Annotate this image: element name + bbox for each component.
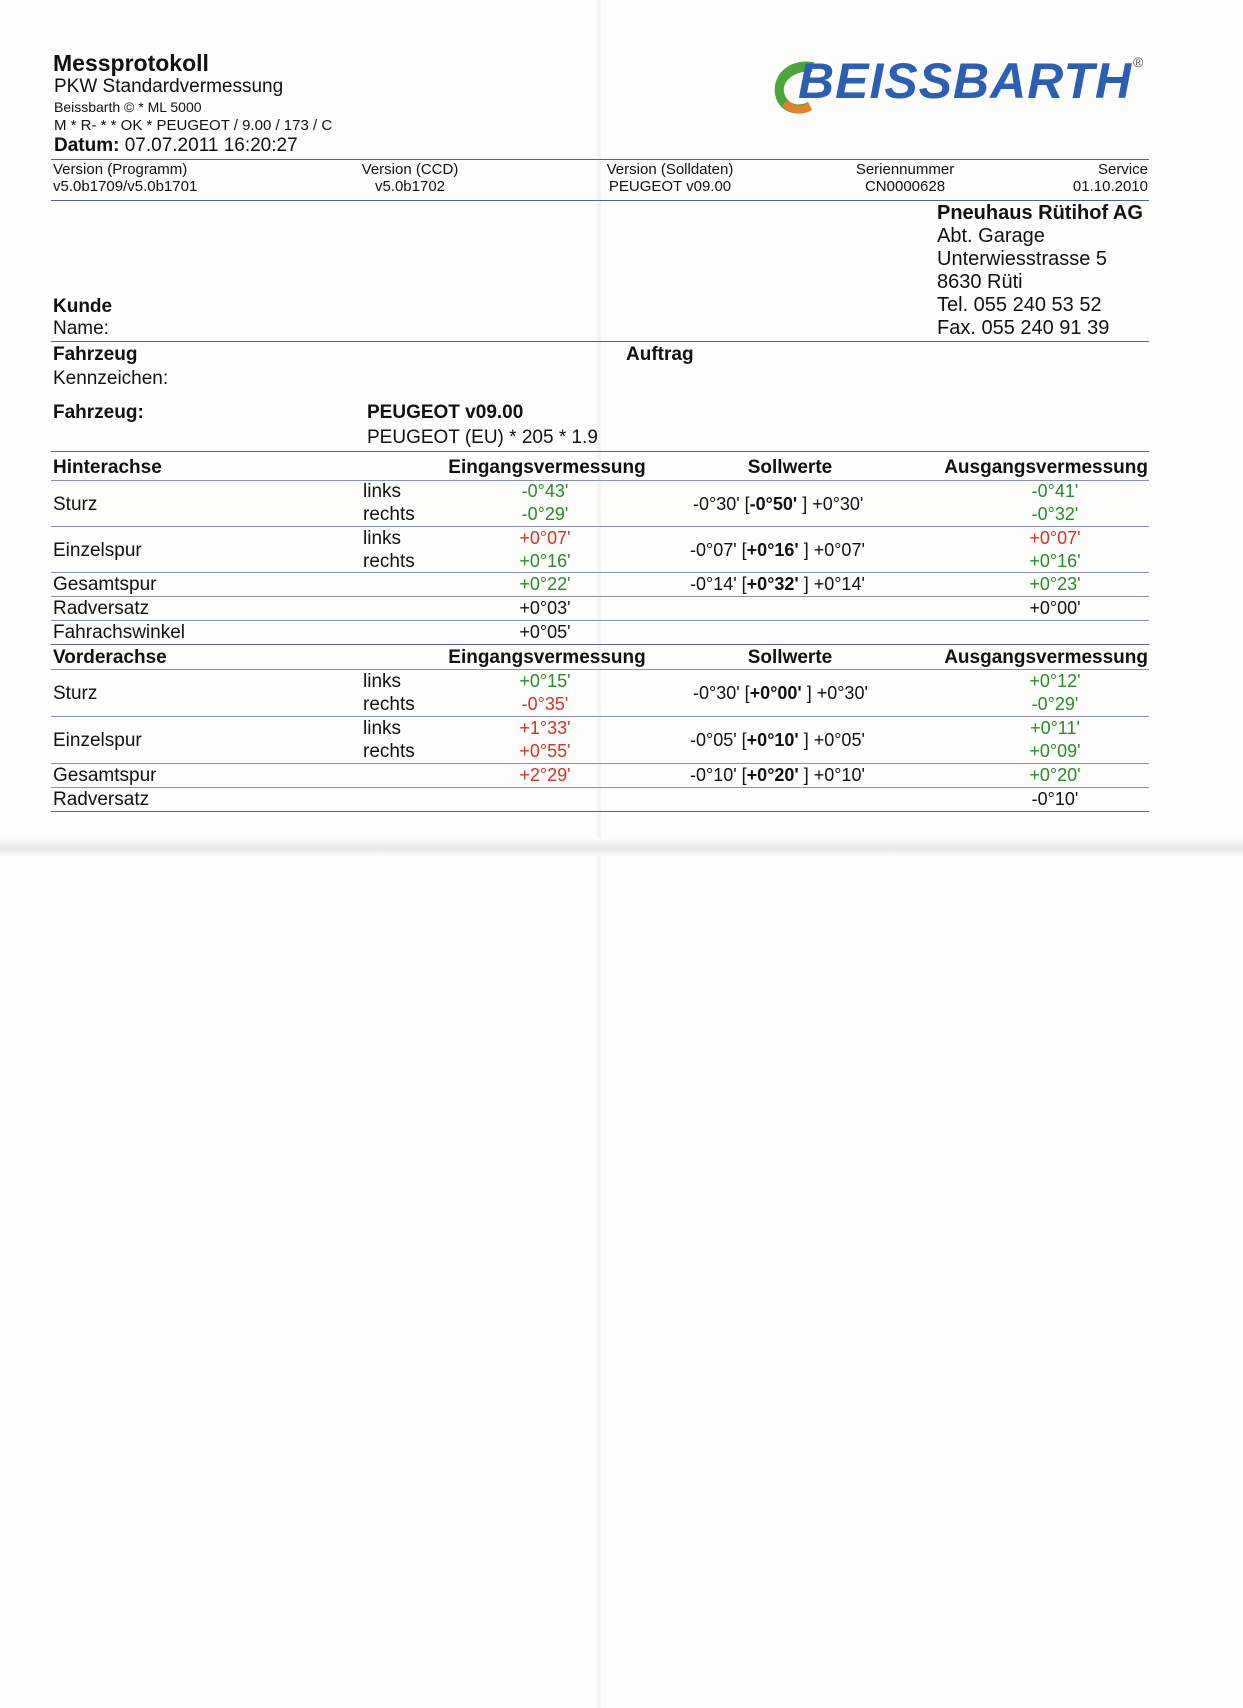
soll-max: ] +0°30' <box>797 494 864 514</box>
version-label: Version (CCD) <box>361 161 459 178</box>
side-rechts: rechts <box>363 694 415 715</box>
soll-target: +0°10' <box>746 730 799 750</box>
soll-target: +0°32' <box>746 574 799 594</box>
document-subtitle: PKW Standardvermessung <box>54 76 284 97</box>
company-city: 8630 Rüti <box>937 271 1023 293</box>
divider <box>51 811 1149 812</box>
ha-sturz-soll <box>693 494 863 515</box>
divider <box>51 451 1149 452</box>
ha-sturz-in-links: -0°43' <box>521 481 569 501</box>
version-value: 01.10.2010 <box>1072 178 1148 195</box>
divider <box>51 572 1149 573</box>
divider <box>51 596 1149 597</box>
va-sturz-out-links: +0°12' <box>1029 671 1081 691</box>
divider <box>51 200 1149 201</box>
service-date <box>1000 161 1148 195</box>
auftrag-heading: Auftrag <box>626 344 694 365</box>
va-sturz-in-rechts: -0°35' <box>521 694 569 714</box>
status-line: M * R- * * OK * PEUGEOT / 9.00 / 173 / C <box>54 117 333 134</box>
version-label: Service <box>1097 161 1148 178</box>
divider <box>51 620 1149 621</box>
fahrzeug-label: Fahrzeug: <box>53 402 144 423</box>
va-einzelspur-out-rechts: +0°09' <box>1029 741 1081 761</box>
registered-mark: ® <box>1133 54 1144 70</box>
ha-einzelspur-in-rechts: +0°16' <box>519 551 571 571</box>
soll-min: -0°05' [ <box>690 730 747 750</box>
side-rechts: rechts <box>363 741 415 762</box>
va-sturz-soll <box>693 683 868 704</box>
fahrzeug-heading: Fahrzeug <box>53 344 138 365</box>
column-ausgang: Ausgangsvermessung <box>944 457 1148 478</box>
va-radversatz-out: -0°10' <box>1031 789 1079 809</box>
datum-row <box>54 135 298 157</box>
side-links: links <box>363 718 402 739</box>
company-address <box>937 202 1143 340</box>
va-einzelspur-in-links: +1°33' <box>519 718 571 738</box>
divider <box>51 787 1149 788</box>
logo-text: BEISSBARTH <box>798 53 1133 109</box>
ha-einzelspur-in-links: +0°07' <box>519 528 571 548</box>
va-sturz-out-rechts: -0°29' <box>1031 694 1079 714</box>
ha-gesamtspur-label: Gesamtspur <box>53 574 157 595</box>
divider <box>51 716 1149 717</box>
ha-einzelspur-soll <box>690 540 865 561</box>
soll-target: +0°16' <box>746 540 799 560</box>
side-links: links <box>363 481 402 502</box>
divider <box>51 669 1149 670</box>
kennzeichen-label: Kennzeichen: <box>53 368 169 389</box>
va-sturz-label: Sturz <box>53 683 98 704</box>
ha-sturz-in-rechts: -0°29' <box>521 504 569 524</box>
va-gesamtspur-out: +0°20' <box>1029 765 1081 785</box>
kunde-heading: Kunde <box>53 296 113 317</box>
va-gesamtspur-in: +2°29' <box>519 765 571 785</box>
version-value: v5.0b1702 <box>374 178 446 195</box>
soll-min: -0°30' [ <box>693 494 750 514</box>
fahrzeug-variant: PEUGEOT (EU) * 205 * 1.9 <box>367 427 598 448</box>
divider <box>51 526 1149 527</box>
fahrzeug-model: PEUGEOT v09.00 <box>367 402 524 423</box>
beissbarth-logo <box>768 52 1148 124</box>
ha-sturz-out-links: -0°41' <box>1031 481 1079 501</box>
ha-gesamtspur-out: +0°23' <box>1029 574 1081 594</box>
va-einzelspur-soll <box>690 730 865 751</box>
va-gesamtspur-label: Gesamtspur <box>53 765 157 786</box>
soll-min: -0°07' [ <box>690 540 747 560</box>
divider <box>51 480 1149 481</box>
ha-einzelspur-out-rechts: +0°16' <box>1029 551 1081 571</box>
ha-fahrachswinkel-in: +0°05' <box>519 622 571 642</box>
version-programm <box>53 161 197 195</box>
version-ccd <box>300 161 520 195</box>
company-street: Unterwiesstrasse 5 <box>937 248 1108 270</box>
version-value: CN0000628 <box>864 178 946 195</box>
version-value: v5.0b1709/v5.0b1701 <box>53 178 198 195</box>
ha-fahrachswinkel-label: Fahrachswinkel <box>53 622 185 643</box>
divider <box>51 644 1149 645</box>
version-label: Version (Programm) <box>53 161 188 178</box>
soll-min: -0°30' [ <box>693 683 750 703</box>
va-gesamtspur-soll <box>690 765 865 786</box>
kunde-name-label: Name: <box>53 318 109 339</box>
soll-min: -0°14' [ <box>690 574 747 594</box>
soll-max: ] +0°14' <box>798 574 865 594</box>
company-name: Pneuhaus Rütihof AG <box>937 202 1143 224</box>
version-value: PEUGEOT v09.00 <box>608 178 732 195</box>
side-links: links <box>363 528 402 549</box>
va-sturz-in-links: +0°15' <box>519 671 571 691</box>
vorderachse-heading: Vorderachse <box>53 647 167 668</box>
datum-value: 07.07.2011 16:20:27 <box>124 135 298 156</box>
ha-sturz-label: Sturz <box>53 494 98 515</box>
soll-max: ] +0°10' <box>798 765 865 785</box>
document-title: Messprotokoll <box>53 50 209 76</box>
va-einzelspur-label: Einzelspur <box>53 730 142 751</box>
soll-target: +0°20' <box>746 765 799 785</box>
ha-gesamtspur-in: +0°22' <box>519 574 571 594</box>
seriennummer <box>820 161 990 195</box>
column-eingang: Eingangsvermessung <box>448 457 646 478</box>
va-einzelspur-out-links: +0°11' <box>1030 718 1080 738</box>
company-dept: Abt. Garage <box>937 225 1045 247</box>
column-eingang: Eingangsvermessung <box>448 647 646 668</box>
ha-gesamtspur-soll <box>690 574 865 595</box>
soll-min: -0°10' [ <box>690 765 747 785</box>
ha-einzelspur-out-links: +0°07' <box>1029 528 1081 548</box>
column-soll: Sollwerte <box>747 647 833 668</box>
side-rechts: rechts <box>363 504 415 525</box>
company-fax: Fax. 055 240 91 39 <box>937 317 1110 339</box>
va-einzelspur-in-rechts: +0°55' <box>519 741 571 761</box>
soll-max: ] +0°05' <box>798 730 865 750</box>
soll-target: -0°50' <box>749 494 798 514</box>
divider <box>51 159 1149 160</box>
ha-radversatz-in: +0°03' <box>519 598 571 618</box>
paper-fold-horizontal <box>0 838 1243 856</box>
va-radversatz-label: Radversatz <box>53 789 150 810</box>
ha-radversatz-out: +0°00' <box>1029 598 1081 618</box>
datum-label: Datum: <box>54 135 120 156</box>
version-label: Version (Solldaten) <box>606 161 734 178</box>
soll-max: ] +0°07' <box>798 540 865 560</box>
company-tel: Tel. 055 240 53 52 <box>937 294 1102 316</box>
side-links: links <box>363 671 402 692</box>
column-soll: Sollwerte <box>747 457 833 478</box>
version-label: Seriennummer <box>855 161 955 178</box>
soll-target: +0°00' <box>749 683 802 703</box>
ha-einzelspur-label: Einzelspur <box>53 540 142 561</box>
soll-max: ] +0°30' <box>801 683 868 703</box>
ha-sturz-out-rechts: -0°32' <box>1031 504 1079 524</box>
ha-radversatz-label: Radversatz <box>53 598 150 619</box>
column-ausgang: Ausgangsvermessung <box>944 647 1148 668</box>
divider <box>51 763 1149 764</box>
side-rechts: rechts <box>363 551 415 572</box>
divider <box>51 341 1149 342</box>
version-solldaten <box>560 161 780 195</box>
device-line: Beissbarth © * ML 5000 <box>54 99 202 115</box>
hinterachse-heading: Hinterachse <box>53 457 162 478</box>
